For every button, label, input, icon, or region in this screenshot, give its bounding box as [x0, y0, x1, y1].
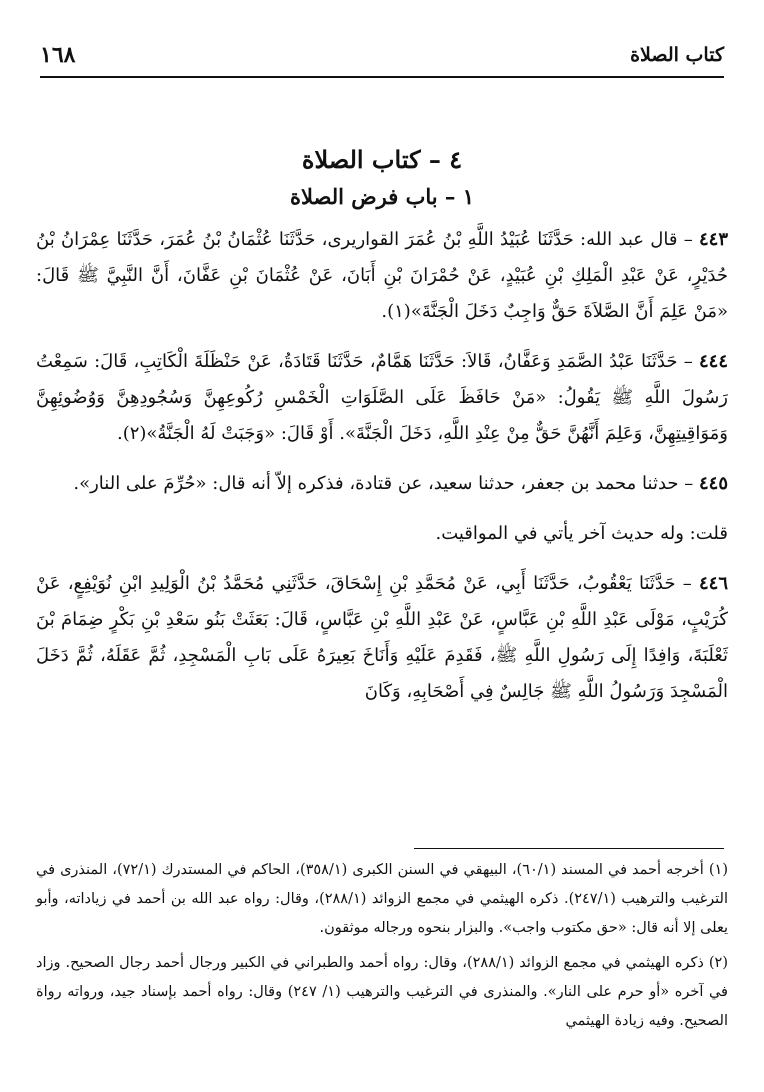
- main-text: [36, 222, 728, 724]
- hadith-paragraph: ٤٤٦ – حَدَّثَنَا يَعْقُوبُ، حَدَّثَنَا أَبِي، عَنْ مُحَمَّدِ بْنِ إِسْحَاقَ، حَدَّثَنِي مُحَمَّدُ بْنُ الْوَلِيدِ ابْنِ نُوَيْفِعٍ، عَنْ كُرَيْبٍ، مَوْلَى عَبْدِ اللَّهِ بْنِ عَبَّاسٍ، عَنْ عَبْدِ اللَّهِ بْنِ عَبَّاسٍ، قَالَ: بَعَثَتْ بَنُو سَعْدِ بْنِ بَكْرٍ ضِمَامَ بْنَ ثَعْلَبَةَ، وَافِدًا إِلَى رَسُولِ اللَّهِ ﷺ، فَقَدِمَ عَلَيْهِ وَأَنَاخَ بَعِيرَهُ عَلَى بَابِ الْمَسْجِدِ، ثُمَّ عَقَلَهُ، ثُمَّ دَخَلَ الْمَسْجِدَ وَرَسُولُ اللَّهِ ﷺ جَالِسٌ فِي أَصْحَابِهِ، وَكَانَ: [36, 573, 728, 702]
- hadith-text: قال عبد الله: حَدَّثَنَا عُبَيْدُ اللَّهِ بْنُ عُمَرَ القواريرى، حَدَّثَنَا عُثْمَانُ بْنُ عُمَرَ، حَدَّثَنَا عِمْرَانُ بْنُ حُدَيْرٍ، عَنْ عَبْدِ الْمَلِكِ بْنِ عُبَيْدٍ، عَنْ حُمْرَانَ بْنِ أَبَانَ، عَنْ عُثْمَانَ بْنِ عَفَّانَ، أَنَّ النَّبِيَّ ﷺ قَالَ: «مَنْ عَلِمَ أَنَّ الصَّلاَةَ حَقٌّ وَاجِبٌ دَخَلَ الْجَنَّةَ»(١).: [36, 229, 728, 322]
- hadith-number: ٤٤٦: [698, 573, 728, 594]
- footnote-divider: [414, 848, 724, 849]
- running-header: [40, 38, 724, 72]
- footnote: (١) أخرجه أحمد في المسند (٦٠/١)، البيهقي في السنن الكبرى (٣٥٨/١)، الحاكم في المستدرك (٧٢/١)، المنذرى في الترغيب والترهيب (٢٤٧/١). ذكره الهيثمي في مجمع الزوائد (٢٨٨/١)، وقال: رواه عبد الله بن أحمد في زياداته، وأبو يعلى إلا أنه قال: «حق مكتوب واجب». والبزار بنحوه ورجاله موثقون.: [36, 862, 729, 936]
- chapter-title: ٤ – كتاب الصلاة: [301, 145, 463, 174]
- hadith-paragraph: ٤٤٣ – قال عبد الله: حَدَّثَنَا عُبَيْدُ اللَّهِ بْنُ عُمَرَ القواريرى، حَدَّثَنَا عُثْمَانُ بْنُ عُمَرَ، حَدَّثَنَا عِمْرَانُ بْنُ حُدَيْرٍ، عَنْ عَبْدِ الْمَلِكِ بْنِ عُبَيْدٍ، عَنْ حُمْرَانَ بْنِ أَبَانَ، عَنْ عُثْمَانَ بْنِ عَفَّانَ، أَنَّ النَّبِيَّ ﷺ قَالَ: «مَنْ عَلِمَ أَنَّ الصَّلاَةَ حَقٌّ وَاجِبٌ دَخَلَ الْجَنَّةَ»(١).: [36, 229, 728, 322]
- note-text: قلت: وله حديث آخر يأتي في المواقيت.: [435, 523, 728, 544]
- hadith-text: حَدَّثَنَا عَبْدُ الصَّمَدِ وَعَفَّانُ، قَالاَ: حَدَّثَنَا هَمَّامٌ، حَدَّثَنَا قَتَادَةُ، عَنْ حَنْظَلَةَ الْكَاتِبِ، قَالَ: سَمِعْتُ رَسُولَ اللَّهِ ﷺ يَقُولُ: «مَنْ حَافَظَ عَلَى الصَّلَوَاتِ الْخَمْسِ رُكُوعِهِنَّ وَسُجُودِهِنَّ وَوُضُوئِهِنَّ وَمَوَاقِيتِهِنَّ، وَعَلِمَ أَنَّهُنَّ حَقٌّ مِنْ عِنْدِ اللَّهِ، دَخَلَ الْجَنَّةَ». أَوْ قَالَ: «وَجَبَتْ لَهُ الْجَنَّةُ»(٢).: [36, 351, 728, 444]
- hadith-paragraph: ٤٤٥ – حدثنا محمد بن جعفر، حدثنا سعيد، عن قتادة، فذكره إلاّ أنه قال: «حُرِّمَ على النار».: [73, 473, 728, 494]
- chapter-subtitle: ١ – باب فرض الصلاة: [289, 184, 475, 209]
- hadith-number: ٤٤٣: [698, 229, 728, 250]
- header-divider: [40, 76, 724, 78]
- hadith-text: حدثنا محمد بن جعفر، حدثنا سعيد، عن قتادة، فذكره إلاّ أنه قال: «حُرِّمَ على النار».: [73, 473, 679, 494]
- footnote: (٢) ذكره الهيثمي في مجمع الزوائد (٢٨٨/١)، وقال: رواه أحمد والطبراني في الكبير ورجال أحمد رجال الصحيح. وزاد في آخره «أو حرم على النار». والمنذرى في الترغيب والترهيب (١/ ٢٤٧) وقال: رواه أحمد بإسناد جيد، ورواته رواة الصحيح. وفيه زيادة الهيثمي: [36, 955, 728, 1029]
- page-number: ١٦٨: [40, 42, 76, 68]
- hadith-paragraph: ٤٤٤ – حَدَّثَنَا عَبْدُ الصَّمَدِ وَعَفَّانُ، قَالاَ: حَدَّثَنَا هَمَّامٌ، حَدَّثَنَا قَتَادَةُ، عَنْ حَنْظَلَةَ الْكَاتِبِ، قَالَ: سَمِعْتُ رَسُولَ اللَّهِ ﷺ يَقُولُ: «مَنْ حَافَظَ عَلَى الصَّلَوَاتِ الْخَمْسِ رُكُوعِهِنَّ وَسُجُودِهِنَّ وَوُضُوئِهِنَّ وَمَوَاقِيتِهِنَّ، وَعَلِمَ أَنَّهُنَّ حَقٌّ مِنْ عِنْدِ اللَّهِ، دَخَلَ الْجَنَّةَ». أَوْ قَالَ: «وَجَبَتْ لَهُ الْجَنَّةُ»(٢).: [36, 351, 728, 444]
- hadith-text: حَدَّثَنَا يَعْقُوبُ، حَدَّثَنَا أَبِي، عَنْ مُحَمَّدِ بْنِ إِسْحَاقَ، حَدَّثَنِي مُحَمَّدُ بْنُ الْوَلِيدِ ابْنِ نُوَيْفِعٍ، عَنْ كُرَيْبٍ، مَوْلَى عَبْدِ اللَّهِ بْنِ عَبَّاسٍ، عَنْ عَبْدِ اللَّهِ بْنِ عَبَّاسٍ، قَالَ: بَعَثَتْ بَنُو سَعْدِ بْنِ بَكْرٍ ضِمَامَ بْنَ ثَعْلَبَةَ، وَافِدًا إِلَى رَسُولِ اللَّهِ ﷺ، فَقَدِمَ عَلَيْهِ وَأَنَاخَ بَعِيرَهُ عَلَى بَابِ الْمَسْجِدِ، ثُمَّ عَقَلَهُ، ثُمَّ دَخَلَ الْمَسْجِدَ وَرَسُولُ اللَّهِ ﷺ جَالِسٌ فِي أَصْحَابِهِ، وَكَانَ: [36, 573, 728, 702]
- footnotes: [36, 856, 728, 1042]
- hadith-number: ٤٤٥: [698, 473, 728, 494]
- section-title: كتاب الصلاة: [630, 44, 724, 66]
- note-paragraph: [36, 516, 728, 552]
- hadith-number: ٤٤٤: [698, 351, 728, 372]
